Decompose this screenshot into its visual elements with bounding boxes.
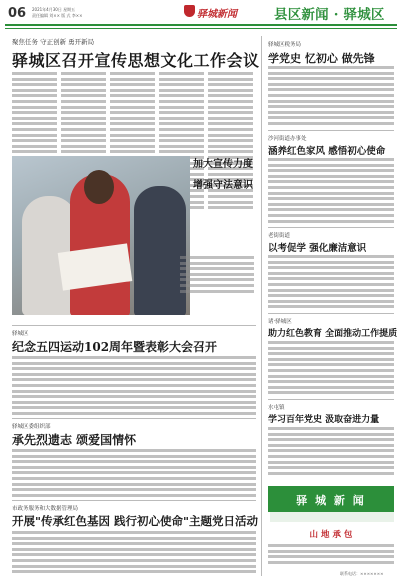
side3-headline: 以考促学 强化廉洁意识: [268, 243, 367, 254]
side2-kicker: 沙河街道办事处: [268, 136, 307, 142]
mid2-headline: 承先烈遗志 颂爱国情怀: [12, 433, 137, 447]
rule-side-2: [268, 227, 394, 228]
rule-side-1: [268, 130, 394, 131]
rule-side-4: [268, 399, 394, 400]
main-headline: 驿城区召开宣传思想文化工作会议: [12, 51, 260, 70]
column-box: [268, 486, 394, 512]
side5-body: [268, 427, 394, 477]
photo-caption-text: [180, 256, 254, 295]
side4-body: [268, 341, 394, 397]
editor-line: 责任编辑 刘×× 版 式 李××: [32, 13, 83, 18]
photo-person-right: [134, 186, 186, 315]
photo-caption-1: 加大宣传力度: [193, 159, 253, 170]
side1-headline: 学党史 忆初心 做先锋: [268, 52, 375, 65]
photo-caption-box: [193, 155, 255, 225]
photo-head-center: [84, 170, 114, 204]
mid1-body: [12, 356, 256, 418]
side1-body: [268, 66, 394, 128]
side5-headline: 学习百年党史 汲取奋进力量: [268, 415, 380, 425]
mid1-kicker: 驿城区: [12, 331, 29, 337]
side2-headline: 涵养红色家风 感悟初心使命: [268, 146, 386, 157]
column-box-shadow: [270, 512, 394, 522]
logo-mark: [184, 5, 195, 17]
side1-kicker: 驿城区税务局: [268, 42, 302, 48]
side2-body: [268, 158, 394, 225]
bottom-headline: 开展"传承红色基因 践行初心使命"主题党日活动: [12, 514, 258, 528]
masthead-rule-green: [5, 24, 397, 26]
footer-ad-contact: 联系电话：×××××××: [340, 571, 384, 576]
mid2-kicker: 驿城区委组织部: [12, 424, 51, 430]
rule-mid-2: [12, 418, 256, 419]
side3-body: [268, 255, 394, 311]
rule-mid-3: [12, 500, 256, 501]
mid2-body: [12, 449, 256, 499]
date-line: 2021年4月30日 星期五: [32, 7, 76, 12]
mid1-headline: 纪念五四运动102周年暨表彰大会召开: [12, 340, 218, 354]
page-number: 06: [8, 6, 27, 21]
bottom-kicker: 市政务服务和大数据管理局: [12, 506, 79, 512]
section-title: 县区新闻 · 驿城区: [274, 7, 385, 23]
side4-kicker: 诸·驿城区: [268, 319, 292, 325]
main-kicker: 聚焦任务 守正创新 勇开新局: [12, 38, 95, 46]
masthead-rule-thin: [5, 28, 397, 29]
rule-side-3: [268, 313, 394, 314]
masthead: [0, 0, 402, 34]
side4-headline: 助力红色教育 全面推动工作提质: [268, 329, 398, 339]
footer-ad-title: 山 地 承 包: [309, 530, 353, 540]
footer-ad-body: [268, 544, 394, 566]
main-photo: [12, 156, 190, 315]
column-box-title: 驿 城 新 闻: [296, 494, 366, 507]
side5-kicker: 水屯镇: [268, 405, 285, 411]
side3-kicker: 老街街道: [268, 233, 291, 239]
photo-caption-2: 增强守法意识: [193, 180, 253, 191]
column-divider: [261, 36, 262, 576]
logo-text: 驿城新闻: [197, 9, 237, 20]
rule-mid-1: [12, 325, 256, 326]
